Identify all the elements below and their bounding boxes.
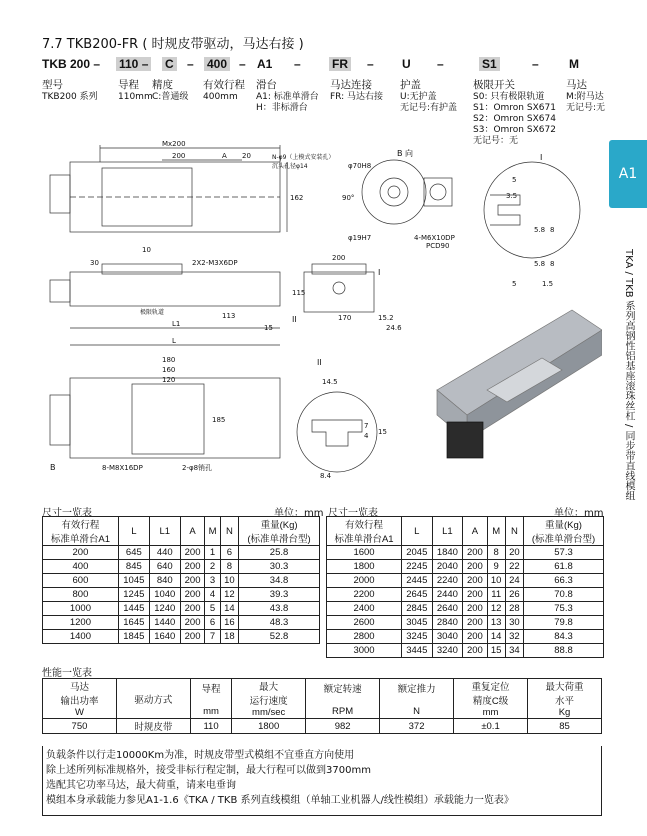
view-label: B 向 xyxy=(397,149,414,158)
table-cell: 1845 xyxy=(118,630,149,644)
table-row xyxy=(43,719,602,734)
model-label xyxy=(473,79,556,147)
table-cell: 2 xyxy=(205,560,220,574)
table-header-cell: 重复定位 精度C级 mm xyxy=(454,679,528,719)
model-label xyxy=(400,79,457,114)
view-label: I xyxy=(540,153,543,162)
view-label: I xyxy=(378,268,381,277)
model-label-head: 护盖 xyxy=(400,79,421,91)
table-header-cell: M xyxy=(205,517,220,546)
table-cell: 14 xyxy=(220,602,238,616)
model-label xyxy=(152,79,188,103)
model-code-part: – xyxy=(294,57,301,71)
dim-text: 14.5 xyxy=(322,378,338,386)
table-header-cell: 有效行程 标准单滑台A1 xyxy=(43,517,119,546)
model-code-part: FR xyxy=(329,57,351,71)
table-header-cell: L xyxy=(402,517,433,546)
model-label xyxy=(566,79,605,114)
end-view xyxy=(304,264,374,312)
table-cell: 200 xyxy=(463,588,487,602)
table-cell: 34 xyxy=(505,644,523,658)
table-cell: 3240 xyxy=(432,644,463,658)
dim-text: L1 xyxy=(172,320,181,328)
model-label-line: S0: 只有极限轨道 xyxy=(473,92,545,102)
table-cell: 2045 xyxy=(402,546,433,560)
perf-table-title: 性能一览表 xyxy=(42,668,92,679)
table-cell: 200 xyxy=(180,560,205,574)
table-cell: 2840 xyxy=(432,616,463,630)
model-code-part: – xyxy=(239,57,246,71)
side-caption: TKA / TKB 系列高钢性铝基座滚珠丝杠 / 同步带直线模组 xyxy=(623,249,634,501)
table-cell: 3245 xyxy=(402,630,433,644)
model-label-head: 精度 xyxy=(152,79,173,91)
table-cell: 200 xyxy=(463,602,487,616)
table-cell: 30 xyxy=(505,616,523,630)
model-label-line: S1：Omron SX671 xyxy=(473,103,556,113)
table-cell: 200 xyxy=(180,630,205,644)
table-cell: 61.8 xyxy=(524,560,604,574)
model-code-part: TKB 200 – xyxy=(42,57,101,71)
note-line: 选配其它功率马达，最大荷重，请来电垂询 xyxy=(46,780,236,791)
table-row xyxy=(43,574,320,588)
table-cell: 84.3 xyxy=(524,630,604,644)
technical-drawing xyxy=(42,140,602,495)
table-cell: 16 xyxy=(220,616,238,630)
table-cell: 25.8 xyxy=(239,546,320,560)
dim-text: Mx200 xyxy=(162,140,186,148)
table-cell: 时规皮带 xyxy=(116,719,190,734)
model-label-line: 无记号：无 xyxy=(473,136,519,146)
model-label-line: S3：Omron SX672 xyxy=(473,125,556,135)
table-cell: 3445 xyxy=(402,644,433,658)
table-header-cell: A xyxy=(463,517,487,546)
table-cell: 26 xyxy=(505,588,523,602)
model-label-line: S2：Omron SX674 xyxy=(473,114,556,124)
table-cell: 750 xyxy=(43,719,117,734)
dim-text: 20 xyxy=(242,152,251,160)
table-header-cell: 额定推力 N xyxy=(380,679,454,719)
table-cell: 52.8 xyxy=(239,630,320,644)
table-header-cell: 马达 输出功率 W xyxy=(43,679,117,719)
dim-text: 185 xyxy=(212,416,226,424)
size-table-unit-right: 单位：mm xyxy=(554,508,604,519)
table-header-cell: L xyxy=(118,517,149,546)
model-label-line: M:附马达 xyxy=(566,92,604,102)
dim-text: L xyxy=(172,337,176,345)
table-header-cell: 最大 运行速度 mm/sec xyxy=(232,679,306,719)
model-label-line: FR: 马达右接 xyxy=(330,92,384,102)
model-label-head: 极限开关 xyxy=(473,79,515,91)
table-row xyxy=(43,560,320,574)
table-header-cell: 驱动方式 xyxy=(116,679,190,719)
table-cell: 640 xyxy=(149,560,180,574)
dim-text: 8 xyxy=(550,226,555,234)
model-label-line: 400mm xyxy=(203,92,238,102)
table-cell: 2440 xyxy=(432,588,463,602)
table-cell: 39.3 xyxy=(239,588,320,602)
model-label-line: 110mm xyxy=(118,92,153,102)
model-code-part: C xyxy=(162,57,177,71)
dim-text: 15.2 xyxy=(378,314,394,322)
table-cell: 14 xyxy=(487,630,505,644)
table-row xyxy=(43,602,320,616)
size-table-title: 尺寸一览表 xyxy=(42,508,92,519)
table-header-cell: 最大荷重 水平 Kg xyxy=(528,679,602,719)
table-cell: 372 xyxy=(380,719,454,734)
perf-table xyxy=(42,678,602,734)
table-row xyxy=(327,560,604,574)
table-cell: 3 xyxy=(205,574,220,588)
model-label xyxy=(330,79,383,103)
table-header-row xyxy=(43,517,320,546)
table-header-cell: N xyxy=(220,517,238,546)
table-cell: 1040 xyxy=(149,588,180,602)
table-cell: 600 xyxy=(43,574,119,588)
dim-text: A xyxy=(222,152,227,160)
table-row xyxy=(327,644,604,658)
table-cell: 6 xyxy=(205,616,220,630)
table-cell: 800 xyxy=(43,588,119,602)
model-label-line: 无记号:有护盖 xyxy=(400,103,458,113)
model-label-line: 无记号:无 xyxy=(566,103,606,113)
table-cell: 34.8 xyxy=(239,574,320,588)
dim-text: 200 xyxy=(332,254,346,262)
table-header-cell: 导程 mm xyxy=(190,679,231,719)
table-cell: 32 xyxy=(505,630,523,644)
dim-text: 24.6 xyxy=(386,324,402,332)
table-row xyxy=(327,630,604,644)
table-cell: 4 xyxy=(205,588,220,602)
dim-text: 8.4 xyxy=(320,472,332,480)
table-cell: 70.8 xyxy=(524,588,604,602)
table-cell: 2245 xyxy=(402,560,433,574)
table-row xyxy=(327,574,604,588)
model-label-head: 有效行程 xyxy=(203,79,245,91)
table-header-cell: N xyxy=(505,517,523,546)
notes-box xyxy=(42,746,602,816)
table-row xyxy=(327,616,604,630)
table-cell: 3045 xyxy=(402,616,433,630)
table-cell: 1240 xyxy=(149,602,180,616)
table-header-cell: 重量(Kg) (标准单滑台型) xyxy=(524,517,604,546)
model-label-line: H：非标滑台 xyxy=(256,103,308,113)
table-cell: 85 xyxy=(528,719,602,734)
table-header-cell: 重量(Kg) (标准单滑台型) xyxy=(239,517,320,546)
model-code xyxy=(42,57,602,73)
table-cell: 79.8 xyxy=(524,616,604,630)
dim-text: 90° xyxy=(342,194,355,202)
note-line: 除上述所列标准规格外，接受非标行程定制，最大行程可以做到3700mm xyxy=(46,765,371,776)
table-cell: 200 xyxy=(180,588,205,602)
table-cell: 75.3 xyxy=(524,602,604,616)
table-header-row xyxy=(43,679,602,719)
view-label: II xyxy=(317,358,322,367)
table-cell: 645 xyxy=(118,546,149,560)
table-cell: 48.3 xyxy=(239,616,320,630)
table-cell: 1400 xyxy=(43,630,119,644)
table-row xyxy=(327,546,604,560)
product-illustration xyxy=(437,310,602,458)
model-code-part: 110 – xyxy=(116,57,151,71)
table-cell: 1000 xyxy=(43,602,119,616)
dim-text: 3.5 xyxy=(506,192,518,200)
table-cell: 10 xyxy=(487,574,505,588)
note-line: 负载条件以行走10000Km为准，时规皮带型式模组不宜垂直方向使用 xyxy=(46,750,355,761)
table-header-cell: L1 xyxy=(149,517,180,546)
table-cell: 6 xyxy=(220,546,238,560)
table-header-cell: M xyxy=(487,517,505,546)
model-code-part: – xyxy=(367,57,374,71)
model-code-part: M xyxy=(569,57,579,71)
table-cell: 3000 xyxy=(327,644,402,658)
view-label: II xyxy=(292,315,297,324)
bottom-view xyxy=(50,378,280,458)
model-code-part: – xyxy=(437,57,444,71)
table-cell: 2845 xyxy=(402,602,433,616)
model-label xyxy=(203,79,245,103)
table-cell: 2445 xyxy=(402,574,433,588)
table-header-cell: A xyxy=(180,517,205,546)
dim-text: 沉头孔径φ14 xyxy=(272,163,308,170)
table-cell: 2000 xyxy=(327,574,402,588)
table-cell: 200 xyxy=(463,574,487,588)
table-row xyxy=(43,616,320,630)
i-detail xyxy=(484,162,580,258)
table-cell: 3040 xyxy=(432,630,463,644)
table-row xyxy=(43,588,320,602)
table-cell: 2800 xyxy=(327,630,402,644)
table-cell: 66.3 xyxy=(524,574,604,588)
table-cell: 1 xyxy=(205,546,220,560)
model-label-head: 滑台 xyxy=(256,79,277,91)
dim-text: φ70H8 xyxy=(348,162,372,170)
dim-text: 15 xyxy=(264,324,273,332)
note-line: 模组本身承载能力参见A1-1.6《TKA / TKB 系列直线模组（单轴工业机器人/线性模组）承载能力一览表》 xyxy=(46,795,514,806)
dim-text: 120 xyxy=(162,376,176,384)
table-header-cell: 额定转速 RPM xyxy=(306,679,380,719)
table-cell: 1840 xyxy=(432,546,463,560)
table-cell: 840 xyxy=(149,574,180,588)
table-cell: 2400 xyxy=(327,602,402,616)
table-row xyxy=(43,630,320,644)
table-cell: 2200 xyxy=(327,588,402,602)
table-cell: 200 xyxy=(180,546,205,560)
page-title: 7.7 TKB200-FR ( 时规皮带驱动，马达右接 ) xyxy=(42,37,304,52)
table-cell: 200 xyxy=(43,546,119,560)
table-cell: 20 xyxy=(505,546,523,560)
table-cell: 200 xyxy=(180,616,205,630)
table-cell: 1640 xyxy=(149,630,180,644)
table-cell: 1245 xyxy=(118,588,149,602)
dim-text: PCD90 xyxy=(426,242,450,250)
model-label-line: TKB200 系列 xyxy=(42,92,98,102)
table-cell: 43.8 xyxy=(239,602,320,616)
table-cell: 200 xyxy=(180,602,205,616)
table-cell: 845 xyxy=(118,560,149,574)
table-row xyxy=(327,588,604,602)
dim-text: 7 xyxy=(364,422,369,430)
side-view xyxy=(50,264,280,345)
table-cell: 2600 xyxy=(327,616,402,630)
view-label: B xyxy=(50,463,56,472)
model-label-line: U:无护盖 xyxy=(400,92,437,102)
table-cell: 57.3 xyxy=(524,546,604,560)
table-cell: 200 xyxy=(463,616,487,630)
table-cell: 12 xyxy=(487,602,505,616)
table-cell: 400 xyxy=(43,560,119,574)
table-cell: 1645 xyxy=(118,616,149,630)
dim-text: 170 xyxy=(338,314,352,322)
dim-text: 162 xyxy=(290,194,304,202)
table-cell: 15 xyxy=(487,644,505,658)
table-cell: 12 xyxy=(220,588,238,602)
table-row xyxy=(43,546,320,560)
table-cell: 24 xyxy=(505,574,523,588)
table-cell: 200 xyxy=(463,644,487,658)
table-cell: 1600 xyxy=(327,546,402,560)
table-cell: 13 xyxy=(487,616,505,630)
table-cell: 200 xyxy=(463,630,487,644)
table-cell: 200 xyxy=(463,560,487,574)
table-header-cell: 有效行程 标准单滑台A1 xyxy=(327,517,402,546)
model-label-head: 马达连接 xyxy=(330,79,372,91)
table-cell: 1045 xyxy=(118,574,149,588)
size-table-unit: 单位：mm xyxy=(274,508,324,519)
b-view xyxy=(362,160,452,224)
dim-text: 30 xyxy=(90,259,99,267)
table-cell: 88.8 xyxy=(524,644,604,658)
dim-text: 极限轨道 xyxy=(140,309,165,316)
table-cell: 7 xyxy=(205,630,220,644)
model-code-part: S1 xyxy=(479,57,500,71)
dim-text: N-φ9（上模式安装孔） xyxy=(272,154,335,161)
dim-text: 2-φ8销孔 xyxy=(182,464,213,472)
dim-text: 180 xyxy=(162,356,176,364)
table-cell: 9 xyxy=(487,560,505,574)
table-cell: 2040 xyxy=(432,560,463,574)
table-cell: 2645 xyxy=(402,588,433,602)
dim-text: 10 xyxy=(142,246,151,254)
model-code-part: A1 xyxy=(257,57,273,71)
table-cell: 28 xyxy=(505,602,523,616)
top-view xyxy=(50,145,287,232)
size-table-title-right: 尺寸一览表 xyxy=(328,508,378,519)
section-tab: A1 xyxy=(609,140,647,208)
dim-text: 5.8 xyxy=(534,226,546,234)
table-row xyxy=(327,602,604,616)
table-cell: 1445 xyxy=(118,602,149,616)
model-label-head: 型号 xyxy=(42,79,63,91)
table-cell: 30.3 xyxy=(239,560,320,574)
size-table-right xyxy=(326,516,604,658)
table-cell: 2240 xyxy=(432,574,463,588)
table-cell: 1800 xyxy=(327,560,402,574)
model-label xyxy=(42,79,98,103)
table-cell: 10 xyxy=(220,574,238,588)
dim-text: 160 xyxy=(162,366,176,374)
model-label-line: A1: 标准单滑台 xyxy=(256,92,319,102)
dim-text: 115 xyxy=(292,289,306,297)
table-cell: 1200 xyxy=(43,616,119,630)
table-cell: 5 xyxy=(205,602,220,616)
dim-text: φ19H7 xyxy=(348,234,372,242)
dim-text: 8-M8X16DP xyxy=(102,464,143,472)
table-cell: ±0.1 xyxy=(454,719,528,734)
dim-text: 200 xyxy=(172,152,186,160)
table-cell: 110 xyxy=(190,719,231,734)
model-label xyxy=(118,79,153,103)
table-header-cell: L1 xyxy=(432,517,463,546)
table-cell: 22 xyxy=(505,560,523,574)
table-cell: 2640 xyxy=(432,602,463,616)
table-cell: 200 xyxy=(180,574,205,588)
dim-text: 4 xyxy=(364,432,369,440)
dim-text: 15 xyxy=(378,428,387,436)
dim-text: 1.5 xyxy=(542,280,554,288)
dim-text: 8 xyxy=(550,260,555,268)
model-label-head: 马达 xyxy=(566,79,587,91)
table-cell: 1440 xyxy=(149,616,180,630)
dim-text: 5 xyxy=(512,176,517,184)
table-header-row xyxy=(327,517,604,546)
dim-text: 113 xyxy=(222,312,236,320)
dim-text: 5 xyxy=(512,280,517,288)
model-code-part: U xyxy=(402,57,411,71)
dim-text: 4-M6X10DP xyxy=(414,234,455,242)
table-cell: 18 xyxy=(220,630,238,644)
dim-text: 5.8 xyxy=(534,260,546,268)
table-cell: 11 xyxy=(487,588,505,602)
model-code-part: – xyxy=(187,57,194,71)
model-label-line: C:普通级 xyxy=(152,92,189,102)
table-cell: 8 xyxy=(220,560,238,574)
model-label xyxy=(256,79,319,114)
size-table-left xyxy=(42,516,320,644)
table-cell: 440 xyxy=(149,546,180,560)
dim-text: 2X2-M3X6DP xyxy=(192,259,238,267)
table-cell: 1800 xyxy=(232,719,306,734)
table-cell: 982 xyxy=(306,719,380,734)
model-code-part: – xyxy=(532,57,539,71)
model-code-part: 400 xyxy=(204,57,230,71)
table-cell: 200 xyxy=(463,546,487,560)
table-cell: 8 xyxy=(487,546,505,560)
model-label-head: 导程 xyxy=(118,79,139,91)
